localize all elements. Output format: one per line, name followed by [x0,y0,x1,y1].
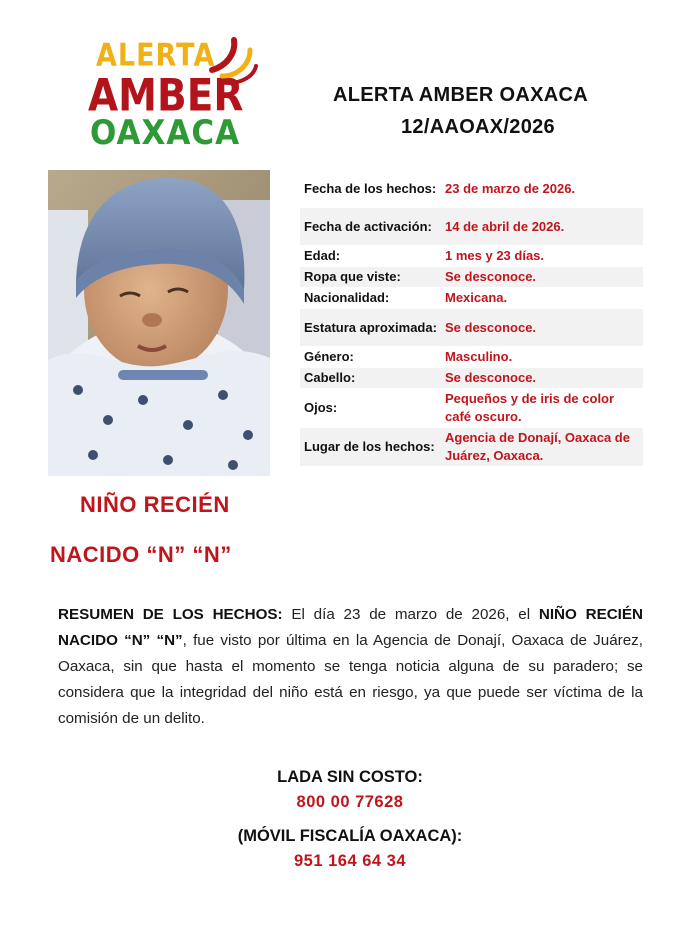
detail-label: Fecha de activación: [300,208,441,246]
detail-value: Masculino. [441,347,643,368]
summary-text-2: , fue visto por última en la Agencia de Donají, Oaxaca de Juárez, Oaxaca, sin que hasta el momento se tenga noticia alguna de su paradero; se considera que la integridad del niño está en riesgo, ya que puede ser víctima de la comisión de un delito. [58,632,643,727]
detail-label: Lugar de los hechos: [300,428,441,467]
toll-free-label: LADA SIN COSTO: [277,768,423,786]
detail-label: Ojos: [300,389,441,428]
detail-label: Cabello: [300,368,441,389]
mobile-fiscalia-label: (MÓVIL FISCALÍA OAXACA): [237,827,463,845]
table-row [300,208,643,246]
detail-label: Fecha de los hechos: [300,170,441,208]
detail-value: Se desconoce. [441,267,643,288]
detail-label: Edad: [300,246,441,267]
broadcast-waves-icon [206,36,258,86]
detail-value: Agencia de Donají, Oaxaca de Juárez, Oaxaca. [441,428,643,467]
detail-value: Mexicana. [441,288,643,309]
toll-free-number[interactable]: 800 00 77628 [296,793,404,811]
summary-heading: RESUMEN DE LOS HECHOS: [58,606,283,623]
detail-label: Ropa que viste: [300,267,441,288]
logo-word-amber: AMBER [88,70,244,122]
detail-label: Género: [300,347,441,368]
detail-value: Se desconoce. [441,309,643,347]
table-row [300,309,643,347]
table-row [300,267,643,288]
table-row [300,246,643,267]
table-row [300,368,643,389]
summary-text-1: El día 23 de marzo de 2026, el [282,606,539,623]
detail-value: Se desconoce. [441,368,643,389]
child-details-table [300,170,643,467]
alert-folio: 12/AAOAX/2026 [401,116,555,138]
summary-paragraph [58,602,643,732]
detail-value: Pequeños y de iris de color café oscuro. [441,389,643,428]
detail-value: 1 mes y 23 días. [441,246,643,267]
detail-label: Nacionalidad: [300,288,441,309]
detail-value: 23 de marzo de 2026. [441,170,643,208]
logo-word-alerta: ALERTA [96,38,216,74]
table-row [300,288,643,309]
table-row [300,170,643,208]
alerta-amber-logo [88,36,258,156]
detail-label: Estatura aproximada: [300,309,441,347]
alert-title: ALERTA AMBER OAXACA [333,84,588,106]
logo-word-oaxaca: OAXACA [90,113,241,153]
detail-value: 14 de abril de 2026. [441,208,643,246]
missing-child-photo [48,170,270,476]
table-row [300,428,643,467]
table-row [300,389,643,428]
child-name-line2: NACIDO “N” “N” [50,542,232,567]
mobile-fiscalia-number[interactable]: 951 164 64 34 [293,852,407,870]
summary-child-name: NIÑO RECIÉN NACIDO “N” “N” [58,606,643,649]
table-row [300,347,643,368]
child-name-line1: NIÑO RECIÉN [80,492,230,517]
